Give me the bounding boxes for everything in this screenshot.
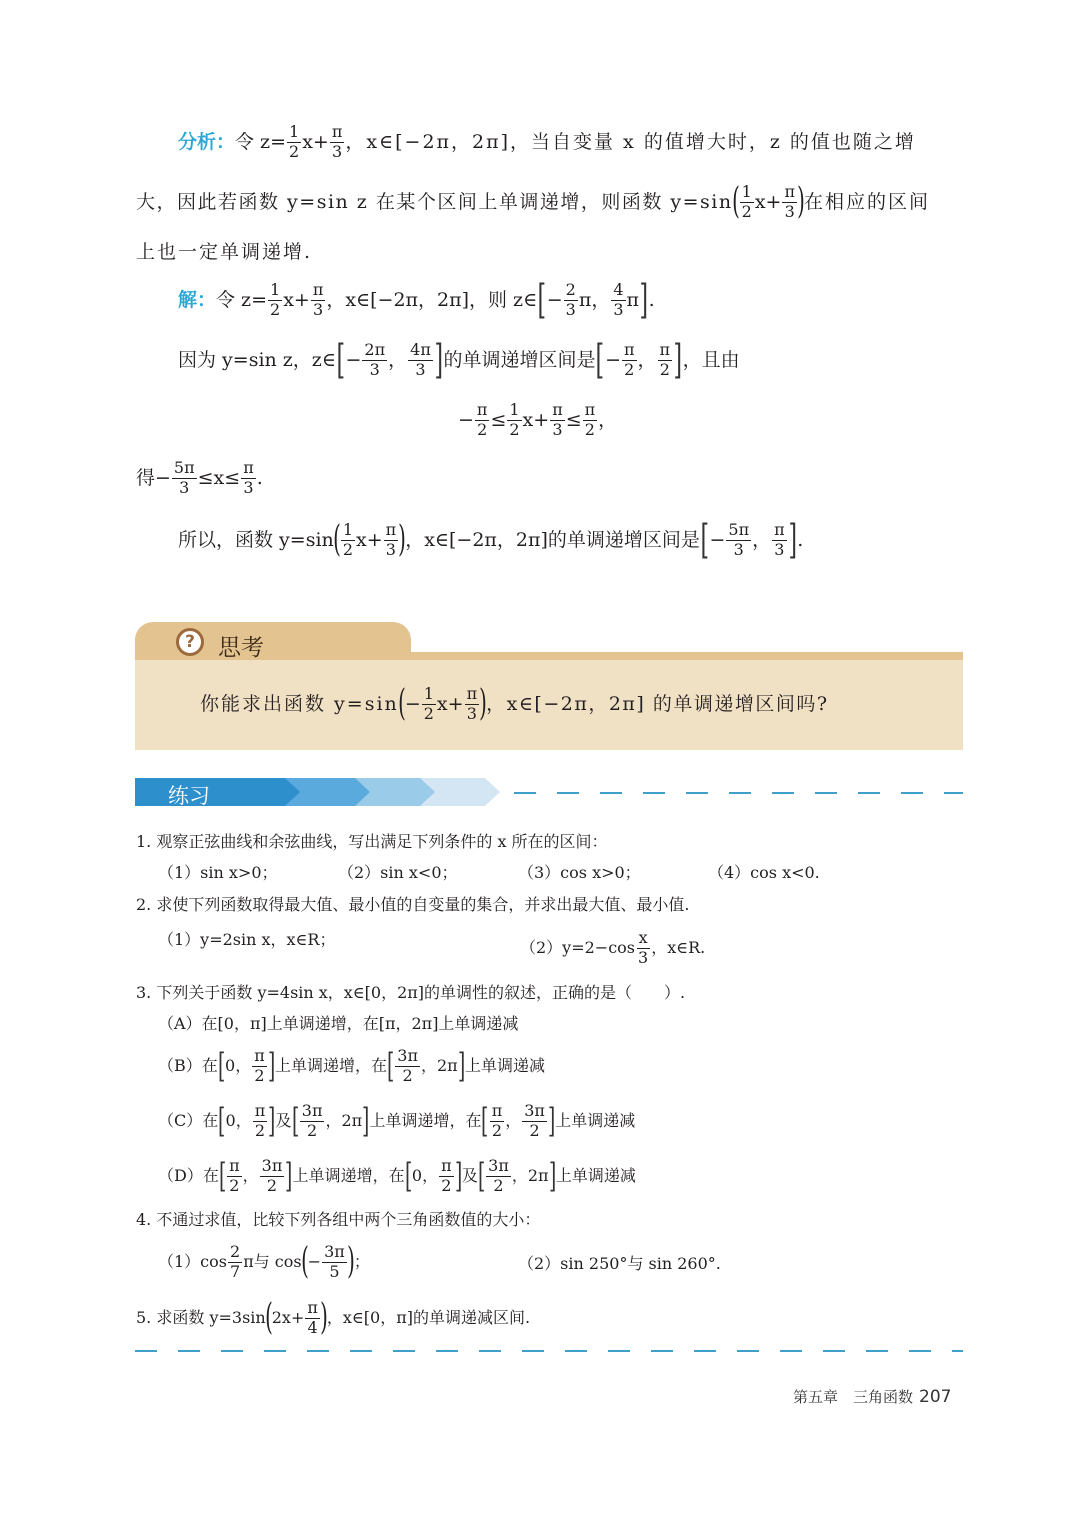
solution-line-2: 因为 y=sin z，z∈ [ − $\frac{2\pi}{3}$ ， $\frac{4\pi}{3}$ ] 的单调递增区间是 [ − $\frac{\pi}{2}$ ， $\frac{\pi}{2}$ ] ，且由 bbox=[178, 337, 740, 383]
text: 你能求出函数 y=sin bbox=[200, 692, 399, 715]
exercise-3-stem bbox=[136, 985, 685, 1001]
text: 上单调递增，在 bbox=[292, 1166, 405, 1186]
page-footer bbox=[793, 1386, 951, 1407]
text: ，x∈[0，π]的单调递减区间. bbox=[326, 1308, 531, 1328]
exercise-4-part-1: （1）cos $\frac{2}{7}$ π与 cos ( − $\frac{3\pi}{5}$ ) ； bbox=[158, 1241, 370, 1283]
text: . bbox=[797, 528, 804, 551]
text: 令 z= bbox=[235, 130, 286, 153]
analysis-line-1 bbox=[178, 124, 916, 161]
text: （C）在 bbox=[158, 1111, 219, 1131]
text: 上单调递减 bbox=[464, 1056, 545, 1076]
dashed-divider bbox=[514, 792, 963, 794]
text: 及 bbox=[275, 1111, 292, 1131]
exercise-5: 5. 求函数 y=3sin ( 2x+ $\frac{\pi}{4}$ ) ，x∈[0，π]的单调递减区间. bbox=[136, 1297, 531, 1339]
text: ， bbox=[598, 408, 618, 431]
solution-label: 解： bbox=[178, 288, 217, 311]
exercise-3-option-a bbox=[158, 1016, 518, 1032]
page-number: 207 bbox=[919, 1387, 952, 1407]
text: ，x∈[−2π，2π]，当自变量 x 的值增大时，z 的值也随之增 bbox=[345, 130, 916, 153]
text: ，x∈R. bbox=[651, 938, 706, 958]
fraction: $\frac{1}{2}$ bbox=[289, 122, 300, 161]
text: 上也一定单调递增. bbox=[136, 241, 313, 263]
practice-title: 练习 bbox=[168, 784, 210, 808]
text: （1）sin x>0； bbox=[158, 863, 278, 882]
text: 2. 求使下列函数取得最大值、最小值的自变量的集合，并求出最大值、最小值. bbox=[136, 895, 690, 914]
text: （2）sin x<0； bbox=[338, 863, 458, 882]
text: （4）cos x<0. bbox=[708, 863, 820, 882]
solution-line-4: 得− $\frac{5\pi}{3}$ ≤x≤ $\frac{\pi}{3}$ . bbox=[136, 458, 263, 497]
text: 及 bbox=[461, 1166, 478, 1186]
text: 因为 y=sin z，z∈ bbox=[178, 348, 336, 371]
analysis-line-3 bbox=[136, 243, 312, 262]
text: π与 cos bbox=[243, 1252, 302, 1272]
exercise-2-part-1 bbox=[158, 932, 335, 948]
exercise-3-option-d: （D）在 [ $\frac{\pi}{2}$ ， $\frac{3\pi}{2}$ ] 上单调递增，在 [ 0， $\frac{\pi}{2}$ ] 及 [ $\frac{3\pi}{2}$ ，2π ] 上单调递减 bbox=[158, 1156, 636, 1197]
exercise-4-stem bbox=[136, 1212, 540, 1228]
text: 5. 求函数 y=3sin bbox=[136, 1308, 266, 1328]
fraction: $\frac{1}{2}$ bbox=[741, 182, 752, 221]
think-title: 思考 bbox=[218, 635, 264, 661]
text: 得− bbox=[136, 466, 171, 489]
question-icon: ? bbox=[176, 628, 204, 656]
text: 上单调递减 bbox=[555, 1166, 636, 1186]
text: ，x∈[−2π，2π]的单调递增区间是 bbox=[405, 528, 700, 551]
text: . bbox=[256, 466, 263, 489]
exercise-1-parts bbox=[158, 865, 858, 881]
text: （1）cos bbox=[158, 1252, 227, 1272]
analysis-line-2: 大，因此若函数 y=sin z 在某个区间上单调递增，则函数 y=sin ( $\frac{1}{2}$ x+ $\frac{\pi}{3}$ ) 在相应的区间 bbox=[136, 181, 931, 223]
exercise-2-stem bbox=[136, 897, 689, 913]
text: ，且由 bbox=[682, 348, 740, 371]
exercise-3-option-b: （B）在 [ 0， $\frac{\pi}{2}$ ] 上单调递增，在 [ $\frac{3\pi}{2}$ ，2π ] 上单调递减 bbox=[158, 1046, 545, 1087]
text: （A）在[0，π]上单调递增，在[π，2π]上单调递减 bbox=[158, 1014, 519, 1033]
solution-line-5: 所以，函数 y=sin ( $\frac{1}{2}$ x+ $\frac{\pi}{3}$ ) ，x∈[−2π，2π]的单调递增区间是 [ − $\frac{5\pi}{3}$ ， $\frac{\pi}{3}$ ] . bbox=[178, 517, 804, 563]
exercise-4-part-2 bbox=[518, 1256, 721, 1272]
exercise-3-option-c: （C）在 [ 0， $\frac{\pi}{2}$ ] 及 [ $\frac{3\pi}{2}$ ，2π ] 上单调递增，在 [ $\frac{\pi}{2}$ ， $\frac{3\pi}{2}$ ] 上单调递减 bbox=[158, 1101, 636, 1142]
text: 4. 不通过求值，比较下列各组中两个三角函数值的大小： bbox=[136, 1210, 541, 1229]
text: （B）在 bbox=[158, 1056, 218, 1076]
text: （1）y=2sin x，x∈R； bbox=[158, 930, 336, 949]
text: 1. 观察正弦曲线和余弦曲线，写出满足下列条件的 x 所在的区间： bbox=[136, 832, 608, 851]
think-question: 你能求出函数 y=sin ( − $\frac{1}{2}$ x+ $\frac{\pi}{3}$ ) ，x∈[−2π，2π] 的单调递增区间吗? bbox=[200, 683, 829, 725]
text: 上单调递增，在 bbox=[275, 1056, 388, 1076]
analysis-label: 分析： bbox=[178, 130, 236, 153]
text: 在相应的区间 bbox=[804, 190, 931, 213]
text: 的单调递增区间是 bbox=[443, 348, 596, 371]
text: 所以，函数 y=sin bbox=[178, 528, 334, 551]
exercise-2-part-2: （2）y=2−cos $\frac{x}{3}$ ，x∈R. bbox=[520, 928, 706, 967]
text: ，x∈[−2π，2π]，则 z∈ bbox=[326, 288, 538, 311]
text: ，x∈[−2π，2π] 的单调递增区间吗? bbox=[486, 692, 829, 715]
text: （2）y=2−cos bbox=[520, 938, 636, 958]
solution-inequality: − $\frac{\pi}{2}$ ≤ $\frac{1}{2}$ x+ $\frac{\pi}{3}$ ≤ $\frac{\pi}{2}$ ， bbox=[458, 400, 618, 439]
text: 上单调递增，在 bbox=[369, 1111, 482, 1131]
text: ； bbox=[353, 1252, 370, 1272]
text: x+ bbox=[302, 130, 329, 153]
text: 大，因此若函数 y=sin z 在某个区间上单调递增，则函数 y=sin bbox=[136, 190, 733, 213]
chapter-title: 第五章 三角函数 bbox=[793, 1388, 914, 1406]
fraction: $\frac{\pi}{3}$ bbox=[784, 182, 795, 221]
text: （2）sin 250°与 sin 260°. bbox=[518, 1254, 721, 1273]
dashed-divider-bottom bbox=[135, 1350, 963, 1352]
text: （3）cos x>0； bbox=[518, 863, 641, 882]
text: 上单调递减 bbox=[555, 1111, 636, 1131]
exercise-1-stem bbox=[136, 834, 608, 850]
text: （D）在 bbox=[158, 1166, 219, 1186]
solution-line-1: 解： 令 z= $\frac{1}{2}$ x+ $\frac{\pi}{3}$ ，x∈[−2π，2π]，则 z∈ [ − $\frac{2}{3}$ π， $\frac{4}{3}$ π ] . bbox=[178, 277, 655, 323]
text: 令 z= bbox=[216, 288, 267, 311]
fraction: $\frac{\pi}{3}$ bbox=[331, 122, 343, 161]
text: 3. 下列关于函数 y=4sin x，x∈[0，2π]的单调性的叙述，正确的是（ ）. bbox=[136, 983, 686, 1002]
